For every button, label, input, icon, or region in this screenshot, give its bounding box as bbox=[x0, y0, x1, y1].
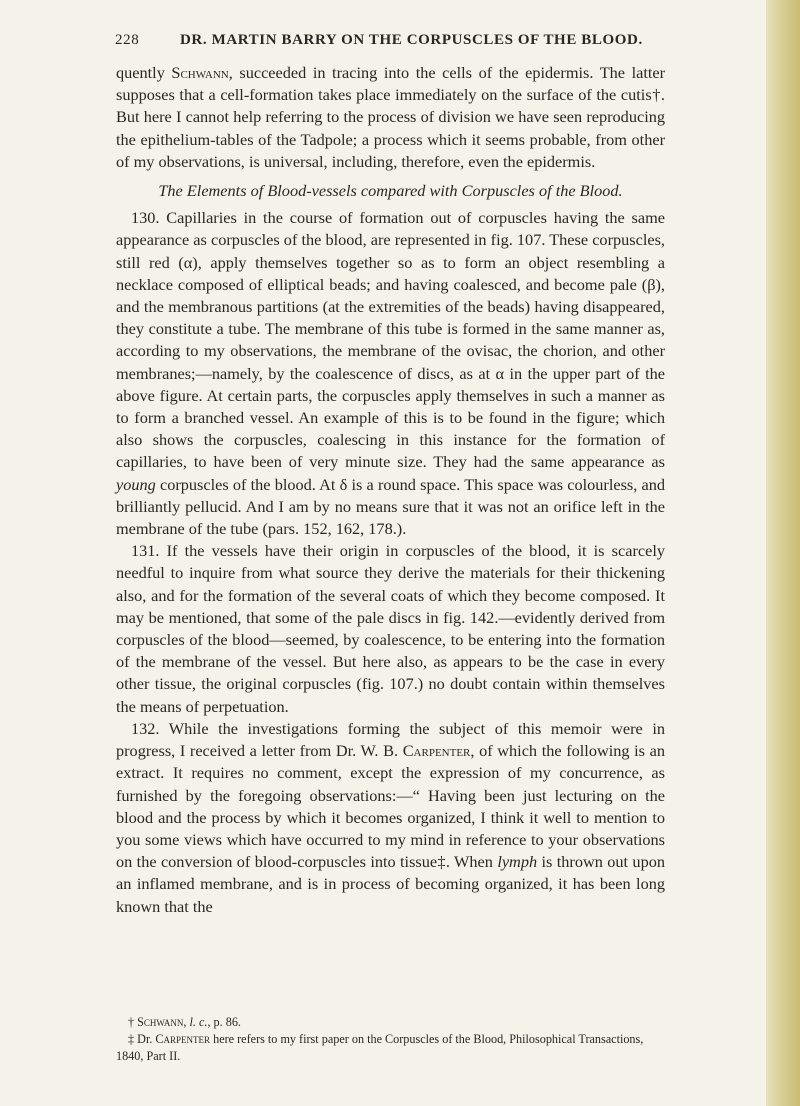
page-number: 228 bbox=[115, 32, 140, 48]
body-text bbox=[116, 62, 665, 918]
paragraph-131: 131. If the vessels have their origin in corpuscles of the blood, it is scarcely needful to inquire from what source they derive the materials for their thickening also, and for the formation of the several coats of which they become composed. It may be mentioned, that some of the pale discs in fig. 142.—evidently derived from corpuscles of the blood—seemed, by coalescence, to be entering into the formation of the membrane of the vessel. But here also, as appears to be the case in every other tissue, the original corpuscles (fig. 107.) no doubt contain within themselves the means of perpetuation. bbox=[116, 541, 665, 716]
footnote-double-dagger: ‡ Dr. Carpenter here refers to my first paper on the Corpuscles of the Blood, Philosophical Transactions, 1840, Part II. bbox=[116, 1032, 644, 1063]
footnotes bbox=[116, 1014, 665, 1065]
running-title: DR. MARTIN BARRY ON THE CORPUSCLES OF THE BLOOD. bbox=[180, 32, 643, 48]
paragraph-130: 130. Capillaries in the course of formation out of corpuscles having the same appearance as corpuscles of the blood, are represented in fig. 107. These corpuscles, still red (α), apply themselves together so as to form an object resembling a necklace composed of elliptical beads; and having coalesced, and become pale (β), and the membranous partitions (at the extremities of the beads) having disappeared, they constitute a tube. The membrane of this tube is formed in the same manner as, according to my observations, the membrane of the ovisac, the chorion, and other membranes;—namely, by the coalescence of discs, as at α in the upper part of the above figure. At certain parts, the corpuscles apply themselves in such a manner as to form a branched vessel. An example of this is to be found in the figure; which also shows the corpuscles, coalescing in this instance for the formation of capillaries, to have been of very minute size. They had the same appearance as young corpuscles of the blood. At δ is a round space. This space was colourless, and brilliantly pellucid. And I am by no means sure that it was not an orifice left in the membrane of the tube (pars. 152, 162, 178.). bbox=[116, 208, 665, 539]
paragraph-continuation: quently Schwann, succeeded in tracing into the cells of the epidermis. The latter supposes that a cell-formation takes place immediately on the surface of the cutis†. But here I cannot help referring to the process of division we have seen reproducing the epithelium-tables of the Tadpole; a process which it seems probable, from other of my observations, is universal, including, therefore, even the epidermis. bbox=[116, 63, 666, 171]
footnote-dagger: † Schwann, l. c., p. 86. bbox=[128, 1015, 241, 1029]
page-edge-shadow bbox=[766, 0, 800, 1106]
section-subheading: The Elements of Blood-vessels compared with Corpuscles of the Blood. bbox=[158, 181, 623, 201]
paragraph-132: 132. While the investigations forming the subject of this memoir were in progress, I received a letter from Dr. W. B. Carpenter, of which the following is an extract. It requires no comment, except the expression of my concurrence, as furnished by the foregoing observations:—“ Having been just lecturing on the blood and the process by which it becomes organized, I think it well to mention to you some views which have occurred to my mind in reference to your observations on the conversion of blood-corpuscles into tissue‡. When lymph is thrown out upon an inflamed membrane, and is in process of becoming organized, it has been long known that the bbox=[116, 718, 666, 916]
